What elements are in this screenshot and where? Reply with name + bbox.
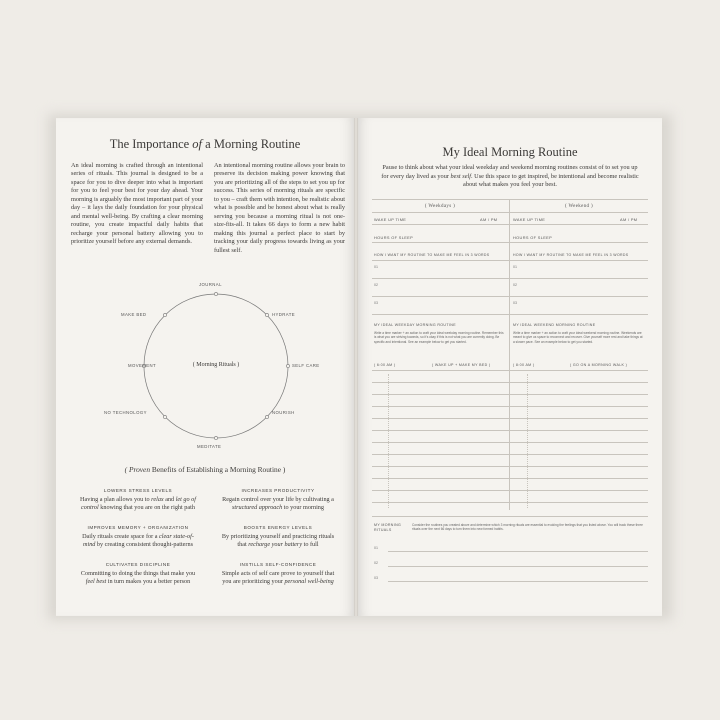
wheel-label-no-technology: NO TECHNOLOGY xyxy=(104,410,147,415)
weekend-routine-label: MY IDEAL WEEKEND MORNING ROUTINE xyxy=(513,323,596,327)
weekday-routine-description: Write a time marker + an action to craft your ideal weekday morning routine. Remember this is what you are striving towards, so it's okay if this is not what you are currently doing. Be specific and intentional. See an example below to get you started. xyxy=(374,331,504,344)
wheel-label-make-bed: MAKE BED xyxy=(121,312,147,317)
weekend-am-pm: AM / PM xyxy=(620,217,638,222)
my-morning-rituals-description: Consider the routines you created above and determine which 3 morning rituals are essential to evoking the feelings that you listed above. You will track these three rituals over the next 66 days to turn them into new formed habits. xyxy=(412,523,643,532)
right-page-title: My Ideal Morning Routine xyxy=(442,145,578,159)
weekday-wake-up-label: WAKE UP TIME xyxy=(374,217,407,222)
benefits-title: ( Proven Benefits of Establishing a Morning Routine ) xyxy=(124,465,286,474)
benefit-boosts-energy: BOOSTS ENERGY LEVELS By prioritizing yourself and practicing rituals that recharge your battery to full xyxy=(221,525,335,549)
weekend-example-action: ( GO ON A MORNING WALK ) xyxy=(570,363,628,367)
weekday-example-action: ( WAKE UP + MAKE MY BED ) xyxy=(432,363,491,367)
weekend-example-time: ( 8:00 AM ) xyxy=(513,363,535,367)
wheel-label-self-care: SELF CARE xyxy=(292,363,320,368)
benefit-instills-confidence: INSTILLS SELF-CONFIDENCE Simple acts of self care prove to yourself that you are prioritizing your personal well-being xyxy=(221,562,335,586)
left-page-title: The Importance of a Morning Routine xyxy=(109,137,301,151)
benefit-increases-productivity: INCREASES PRODUCTIVITY Regain control over your life by cultivating a structured approach to your morning xyxy=(222,488,334,512)
weekday-three-words-label: HOW I WANT MY ROUTINE TO MAKE ME FEEL IN 3 WORDS xyxy=(374,253,490,257)
benefit-improves-memory: IMPROVES MEMORY + ORGANIZATION Daily rituals create space for a clear state-of-mind by creating consistent thought-patterns xyxy=(82,525,194,549)
weekend-hours-sleep-label: HOURS OF SLEEP xyxy=(513,235,553,240)
benefit-cultivates-discipline: CULTIVATES DISCIPLINE Committing to doing the things that make you feel best in turn makes you a better person xyxy=(80,562,196,586)
weekday-routine-label: MY IDEAL WEEKDAY MORNING ROUTINE xyxy=(374,323,456,327)
wheel-center-label: ( Morning Rituals ) xyxy=(192,362,240,368)
weekday-example-time: ( 6:00 AM ) xyxy=(374,363,396,367)
column-divider xyxy=(509,200,510,510)
weekend-wake-up-label: WAKE UP TIME xyxy=(513,217,546,222)
weekday-header: ( Weekdays ) xyxy=(424,204,456,209)
wheel-label-movement: MOVEMENT xyxy=(128,363,157,368)
intro-column-2: An intentional morning routine allows your brain to preserve its decision making power knowing that you are prioritizing all of the steps to set you up for success. This series of morning rituals are specific to you – craft them with intention, be realistic about what is possible and be honest about what is really serving you because a morning ritual is not one-size-fits-all. It takes 66 days to form a new habit making this journal a perfect place to start by tracking your daily progress towards living as your fullest self. xyxy=(214,162,345,254)
weekday-am-pm: AM / PM xyxy=(480,217,498,222)
benefit-lowers-stress: LOWERS STRESS LEVELS Having a plan allows you to relax and let go of control knowing that you are on the right path xyxy=(80,488,196,512)
weekend-header: ( Weekend ) xyxy=(564,204,594,209)
wheel-label-meditate: MEDITATE xyxy=(197,444,222,449)
right-page: My Ideal Morning Routine Pause to think about what your ideal weekday and weekend morning routines consist of to set you up for every day lived as your best self. Use this space to get inspired, be intentional and become realistic about what makes you feel your best. ( Weekdays ) ( Weekend ) WAKE UP TIME AM / PM WAKE UP TIME AM / PM HOURS OF SLEEP HOURS OF SLEEP HOW I WANT MY ROUTINE TO MAKE ME FEEL IN 3 WORDS HOW I WANT MY ROUTINE TO MAKE ME FEEL IN 3 WORDS 01 01 02 02 03 03 MY IDEAL WEEKDAY MORNING ROUTINE MY IDEAL WEEKEND MORNING ROUTINE Write a time marker + an action to craft your ideal weekday morning routine. Remember this is what you are striving towards, so it's okay if this is not what you are currently doing. Be specific and intentional. See an example below to get you started. Write a time marker + an action to craft your ideal weekend morning routine. Weekends are meant to give us space to reconnect and recover. Give yourself more rest and take things at a slower pace. See an example below to get you started. ( 6:00 AM ) ( WAKE UP + MAKE MY BED ) ( 8:00 AM ) ( GO ON A MORNING WALK ) MY MORNING RITUALS Consider the routines you created above and determine which 3 morning rituals are essential to evoking the feelings that you listed above. You will track these three rituals over the next 66 days to turn them into new formed habits. 01 02 03 xyxy=(358,118,662,616)
right-page-intro: Pause to think about what your ideal weekday and weekend morning routines consist of to set you up for every day lived as your best self. Use this space to get inspired, be intentional and become realistic about what makes you feel your best. xyxy=(381,164,639,189)
intro-column-1: An ideal morning is crafted through an intentional series of rituals. This journal is designed to be a space for you to dive deeper into what is important for you to feel your best for your day ahead. Your morning is arguably the most important part of your day – it lays the daily foundation for your physical and mental well-being. By crafting a clear morning routine, you create impactful daily habits that recharge your personal battery allowing you to prioritize yourself before any external demands. xyxy=(71,162,203,246)
wheel-label-nourish: NOURISH xyxy=(272,410,295,415)
wheel-label-journal: JOURNAL xyxy=(199,282,222,287)
my-morning-rituals-label: MY MORNING RITUALS xyxy=(374,523,402,532)
weekend-routine-description: Write a time marker + an action to craft your ideal weekend morning routine. Weekends are meant to give us space to reconnect and recover. Give yourself more rest and take things at a slower pace. See an example below to get you started. xyxy=(513,331,643,344)
weekend-three-words-label: HOW I WANT MY ROUTINE TO MAKE ME FEEL IN 3 WORDS xyxy=(513,253,629,257)
weekday-hours-sleep-label: HOURS OF SLEEP xyxy=(374,235,414,240)
wheel-label-hydrate: HYDRATE xyxy=(272,312,296,317)
left-page xyxy=(56,118,354,616)
